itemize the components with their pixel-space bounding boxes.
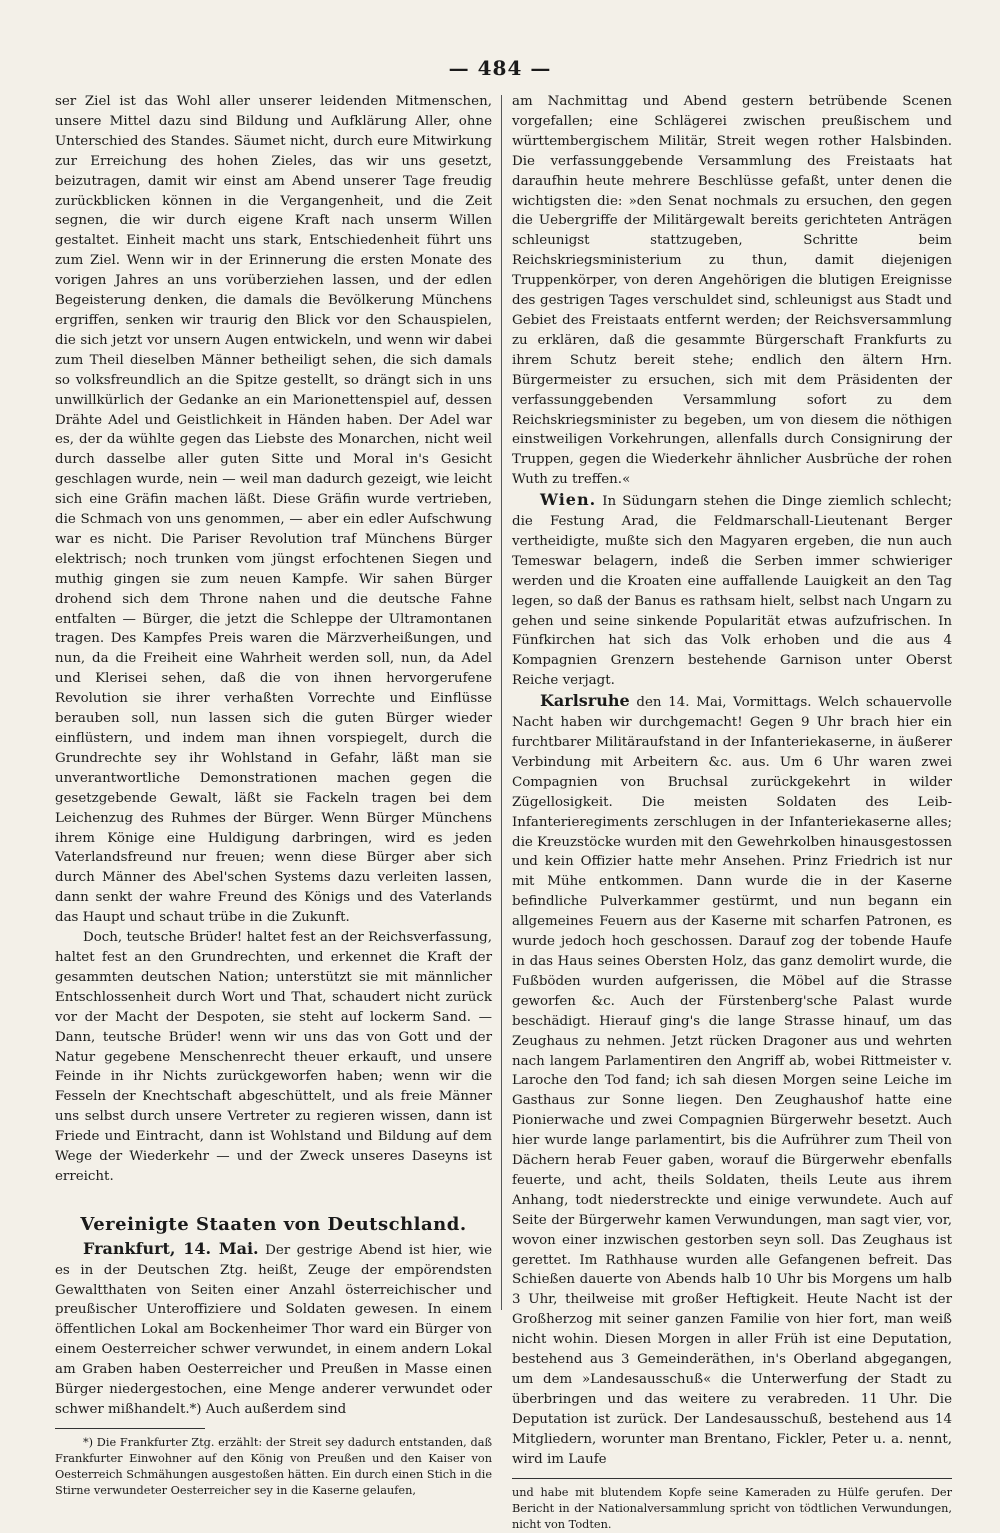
footnote-left: *) Die Frankfurter Ztg. erzählt: der Streit sey dadurch entstanden, daß Frankfurter Einwohner auf den König von Preußen und den Kaiser von Oesterreich Schmähungen ausgestoßen hätten. Ein durch einen Stich in die Stirne verwundeter Oesterreicher sey in die Kaserne gelaufen, [55, 1435, 492, 1497]
right-column [512, 92, 952, 1533]
footnote-right: und habe mit blutendem Kopfe seine Kameraden zu Hülfe gerufen. Der Bericht in der Nationalversammlung spricht von tödtlichen Verwundungen, nicht von Todten. [512, 1485, 952, 1531]
wien-article [512, 490, 952, 691]
column-divider [501, 95, 502, 1310]
section-title: Vereinigte Staaten von Deutschland. [80, 1213, 467, 1235]
karlsruhe-article [512, 691, 952, 1469]
page-number: — 484 — [448, 56, 552, 80]
frankfurt-dateline: Frankfurt, 14. Mai. [83, 1238, 259, 1258]
wien-text: In Südungarn stehen die Dinge ziemlich schlecht; die Festung Arad, die Feldmarschall-Lieutenant Berger vertheidigte, mußte sich den Magyaren ergeben, die nun auch Temeswar belagern, indeß die Serben immer schwieriger werden und die Kroaten eine auffallende Lauigkeit an den Tag legen, so daß der Banus es rathsam hielt, selbst nach Ungarn zu gehen und seine sinkende Popularität etwas aufzufrischen. In Fünfkirchen hat sich das Volk erhoben und die aus 4 Kompagnien Grenzern bestehende Garnison unter Oberst Reiche verjagt. [512, 494, 952, 689]
wien-dateline: Wien. [540, 490, 597, 510]
footnote-rule [55, 1428, 205, 1429]
footnote-rule-right [512, 1478, 952, 1479]
appeal-paragraph: ser Ziel ist das Wohl aller unserer leidenden Mitmenschen, unsere Mittel dazu sind Bildung und Aufklärung Aller, ohne Unterschied des Standes. Säumet nicht, durch eure Mitwirkung zur Erreichung des hohen Zieles, das wir uns gesetzt, beizutragen, damit wir einst am Abend unserer Tage freudig zurückblicken können in die Vergangenheit, und die Zeit segnen, die wir durch eigene Kraft nach unserm Willen gestaltet. Einheit macht uns stark, Entschiedenheit führt uns zum Ziel. Wenn wir in der Erinnerung die ersten Monate des vorigen Jahres an uns vorüberziehen lassen, und der edlen Begeisterung denken, die damals die Bevölkerung Münchens ergriffen, senken wir traurig den Blick vor den Schauspielen, die sich jetzt vor unsern Augen entwickeln, und wenn wir dabei zum Theil dieselben Männer betheiligt sehen, die sich damals so volksfreundlich an die Spitze gestellt, so drängt sich in uns unwillkürlich der Gedanke an ein Marionettenspiel auf, dessen Drähte Adel und Geistlichkeit in Händen haben. Der Adel war es, der da wühlte gegen das Liebste des Monarchen, nicht weil durch dasselbe aller guten Sitte und Moral in's Gesicht geschlagen wurde, nein — weil man dadurch gezeigt, wie leicht sich eine Gräfin machen läßt. Diese Gräfin wurde vertrieben, die Schmach von uns genommen, — aber ein edler Aufschwung war es nicht. Die Pariser Revolution traf Münchens Bürger elektrisch; noch trunken vom jüngst erfochtenen Siegen und muthig gingen sie zum neuen Kampfe. Wir sahen Bürger drohend sich dem Throne nahen und die deutsche Fahne entfalten — Bürger, die jetzt die Schleppe der Ultramontanen tragen. Des Kampfes Preis waren die Märzverheißungen, und nun, da die Freiheit eine Wahrheit werden soll, nun, da Adel und Klerisei sehen, daß die von ihnen hervorgerufene Revolution sie ihrer verhaßten Vorrechte und Einflüsse berauben soll, nun lassen sich die guten Bürger wieder einflüstern, und indem man ihnen vorspiegelt, durch die Grundrechte sey ihr Wohlstand in Gefahr, läßt man sie unverantwortliche Demonstrationen machen gegen die gesetzgebende Gewalt, läßt sie Fackeln tragen bei dem Leichenzug des Ruhmes der Bürger. Wenn Bürger Münchens ihrem Könige eine Huldigung darbringen, wird es jeden Vaterlandsfreund nur freuen; wenn diese Bürger aber sich durch Männer des Abel'schen Systems dazu verleiten lassen, dann senkt der wahre Freund des Königs und des Vaterlands das Haupt und schaut trübe in die Zukunft. [55, 94, 492, 926]
karlsruhe-dateline: Karlsruhe [540, 691, 630, 711]
karlsruhe-text: den 14. Mai, Vormittags. Welch schauervolle Nacht haben wir durchgemacht! Gegen 9 Uhr brach hier ein furchtbarer Militäraufstand in der Infanteriekaserne, in äußerer Verbindung mit Arbeitern &c. aus. Um 6 Uhr waren zwei Compagnien von Bruchsal zurückgekehrt in wilder Zügellosigkeit. Die meisten Soldaten des Leib-Infanterieregiments zerschlugen in der Infanteriekaserne alles; die Kreuzstöcke wurden mit den Gewehrkolben hinausgestossen und kein Offizier hatte mehr Ansehen. Prinz Friedrich ist nur mit Mühe entkommen. Dann wurde die in der Kaserne befindliche Pulverkammer gestürmt, und nun begann ein allgemeines Feuern aus der Kaserne mit scharfen Patronen, es wurde jedoch hoch geschossen. Darauf zog der tobende Haufe in das Haus seines Obersten Holz, das ganz demolirt wurde, die Fußböden wurden aufgerissen, die Möbel auf die Strasse geworfen &c. Auch der Fürstenberg'sche Palast wurde beschädigt. Hierauf ging's die lange Strasse hinauf, um das Zeughaus zu nehmen. Jetzt rücken Dragoner aus und wehrten nach langem Parlamentiren den Angriff ab, wobei Rittmeister v. Laroche den Tod fand; ich sah diesen Morgen seine Leiche im Gasthaus zur Sonne liegen. Den Zeughaushof hatte eine Pionierwache und zwei Compagnien Bürgerwehr besetzt. Auch hier wurde lange parlamentirt, bis die Aufrührer zum Theil von Dächern herab Feuer gaben, worauf die Bürgerwehr ebenfalls feuerte, und acht, theils Soldaten, theils Leute aus ihrem Anhang, todt niederstreckte und einige verwundete. Auch auf Seite der Bürgerwehr kamen Verwundungen, man sagt vier, vor, wovon einer inzwischen gestorben seyn soll. Das Zeughaus ist gerettet. Im Rathhause wurden alle Gefangenen befreit. Das Schießen dauerte von Abends halb 10 Uhr bis Morgens um halb 3 Uhr, theilweise mit großer Heftigkeit. Heute Nacht ist der Großherzog mit seiner ganzen Familie von hier fort, man weiß nicht wohin. Diesen Morgen in aller Früh ist eine Deputation, bestehend aus 3 Gemeinderäthen, in's Oberland abgegangen, um dem »Landesausschuß« die Unterwerfung der Stadt zu überbringen und das weitere zu verabreden. 11 Uhr. Die Deputation ist zurück. Der Landesausschuß, bestehend aus 14 Mitgliedern, worunter man Brentano, Fickler, Peter u. a. nennt, wird im Laufe [512, 695, 952, 1467]
frankfurt-text: Der gestrige Abend ist hier, wie es in der Deutschen Ztg. heißt, Zeuge der empörendsten Gewaltthaten von Seiten einer Anzahl österreichischer und preußischer Unteroffiziere und Soldaten gewesen. In einem öffentlichen Lokal am Bockenheimer Thor ward ein Bürger von einem Oesterreicher schwer verwundet, in einem andern Lokal am Graben haben Oesterreicher und Preußen in Masse einen Bürger niedergestochen, eine Menge anderer verwundet oder schwer mißhandelt.*) Auch außerdem sind [55, 1242, 492, 1417]
left-column [55, 92, 492, 1499]
frankfurt-article [55, 1239, 492, 1420]
appeal-closing-paragraph: Doch, teutsche Brüder! haltet fest an der Reichsverfassung, haltet fest an den Grundrechten, und erkennet die Kraft der gesammten deutschen Nation; unterstützt sie mit männlicher Entschlossenheit durch Wort und That, schaudert nicht zurück vor der Macht der Despoten, sie steht auf lockerm Sand. — Dann, teutsche Brüder! wenn wir uns das von Gott und der Natur gegebene Menschenrecht theuer erkauft, und unsere Feinde in ihr Nichts zurückgeworfen haben; wenn wir die Fesseln der Knechtschaft abgeschüttelt, und als freie Männer uns selbst durch unsere Vertreter zu regieren wissen, dann ist Friede und Eintracht, dann ist Wohlstand und Bildung auf dem Wege der Wiederkehr — und der Zweck unseres Daseyns ist erreicht. [55, 930, 492, 1184]
frankfurt-continued: am Nachmittag und Abend gestern betrübende Scenen vorgefallen; eine Schlägerei zwischen preußischem und württembergischem Militär, Streit wegen rother Halsbinden. Die verfassunggebende Versammlung des Freistaats hat daraufhin heute mehrere Beschlüsse gefaßt, unter denen die wichtigsten die: »den Senat nochmals zu ersuchen, den gegen die Uebergriffe der Militärgewalt bereits gerichteten Anträgen schleunigst stattzugeben, Schritte beim Reichskriegsministerium zu thun, damit diejenigen Truppenkörper, von deren Angehörigen die blutigen Ereignisse des gestrigen Tages verschuldet sind, schleunigst aus Stadt und Gebiet des Freistaats entfernt werden; der Reichsversammlung zu erklären, daß die gesammte Bürgerschaft Frankfurts zu ihrem Schutz bereit stehe; endlich den ältern Hrn. Bürgermeister zu ersuchen, sich mit dem Präsidenten der verfassunggebenden Versammlung sofort zu dem Reichskriegsminister zu begeben, um von diesem die nöthigen einstweiligen Vorkehrungen, allenfalls durch Consignirung der Truppen, gegen die Wiederkehr ähnlicher Ausbrüche der rohen Wuth zu treffen.« [512, 94, 952, 488]
